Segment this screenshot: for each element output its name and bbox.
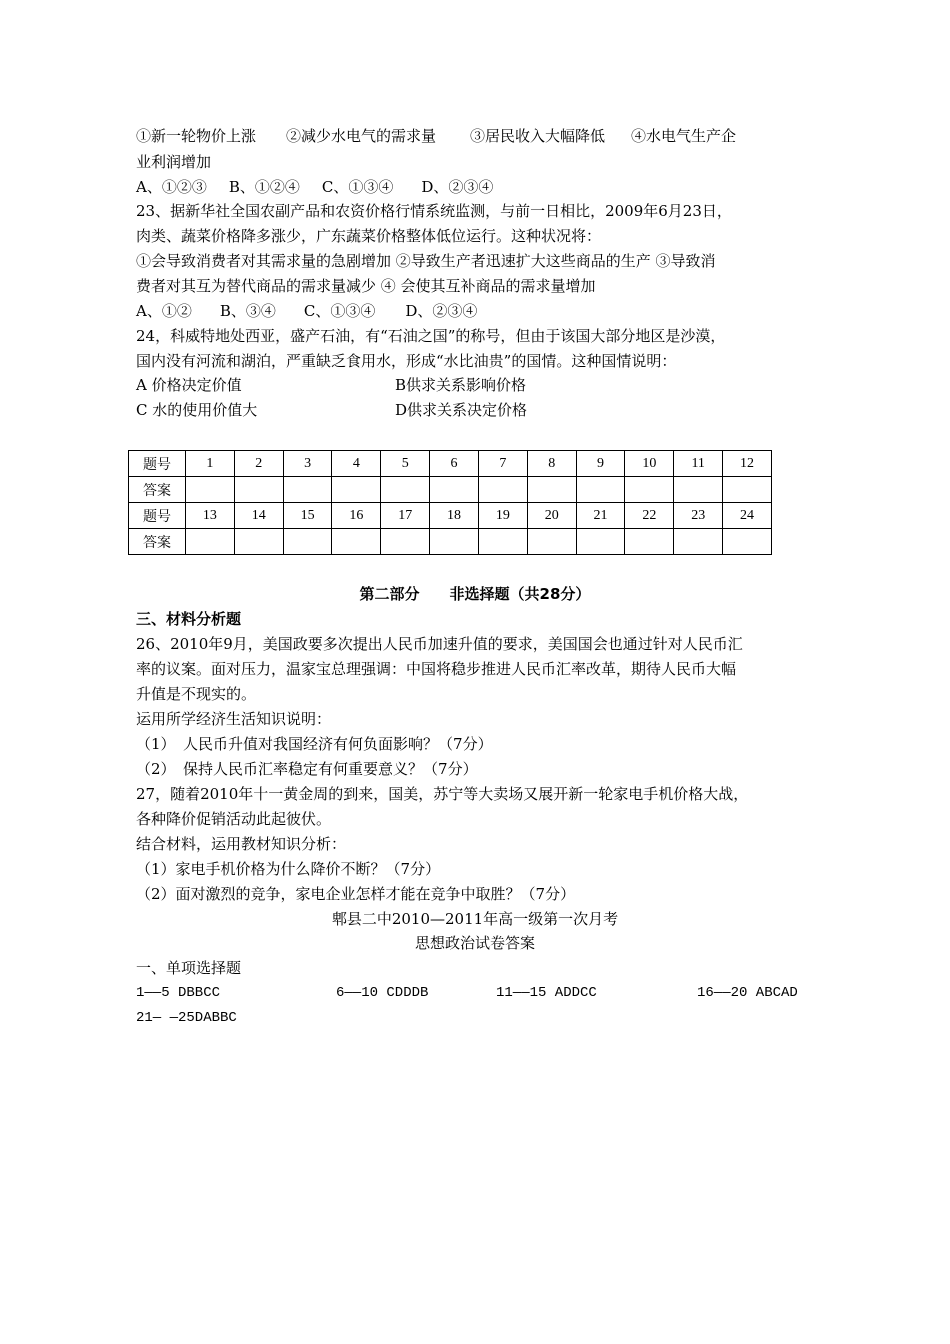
answer-cell[interactable] <box>381 477 430 503</box>
answer-cell[interactable] <box>723 529 772 555</box>
answer-key-subtitle: 思想政治试卷答案 <box>414 934 535 952</box>
answer-key-group-5: 21— —25DABBC <box>136 1010 237 1026</box>
row-label-answer: 答案 <box>129 477 186 503</box>
number-cell: 15 <box>283 503 332 529</box>
q22-choice-b: B、①②④ <box>228 178 300 196</box>
answer-key-group-3: 11——15 ADDCC <box>496 985 597 1001</box>
row-label-answer: 答案 <box>129 529 186 555</box>
answer-key-group-2: 6——10 CDDDB <box>336 985 429 1001</box>
number-cell: 6 <box>430 451 479 477</box>
number-cell: 9 <box>576 451 625 477</box>
answer-cell[interactable] <box>576 529 625 555</box>
q26-prompt: 运用所学经济生活知识说明： <box>136 710 332 728</box>
q23-stem-line1: 23、据新华社全国农副产品和农资价格行情系统监测，与前一日相比，2009年6月23日， <box>136 202 732 220</box>
q23-choice-b: B、③④ <box>219 302 276 320</box>
answer-cell[interactable] <box>283 529 332 555</box>
answer-cell[interactable] <box>283 477 332 503</box>
q26-sub1: （1） 人民币升值对我国经济有何负面影响？（7分） <box>136 735 493 753</box>
answer-cell[interactable] <box>430 477 479 503</box>
q22-option-1: ①新一轮物价上涨 <box>136 127 257 145</box>
number-cell: 10 <box>625 451 674 477</box>
answer-cell[interactable] <box>234 477 283 503</box>
part2-section-heading: 三、材料分析题 <box>136 610 242 628</box>
number-cell: 20 <box>527 503 576 529</box>
answer-key-title: 郫县二中2010—2011年高一级第一次月考 <box>331 910 619 928</box>
answer-cell[interactable] <box>625 529 674 555</box>
q26-line3: 升值是不现实的。 <box>136 685 257 703</box>
answer-cell[interactable] <box>332 529 381 555</box>
q27-line1: 27，随着2010年十一黄金周的到来，国美，苏宁等大卖场又展开新一轮家电手机价格大战， <box>136 785 749 803</box>
number-cell: 18 <box>430 503 479 529</box>
q24-choice-b: B供求关系影响价格 <box>395 376 527 394</box>
q24-choice-a: A 价格决定价值 <box>136 376 242 394</box>
table-row <box>129 477 772 503</box>
answer-cell[interactable] <box>527 477 576 503</box>
part2-title: 第二部分 非选择题（共28分） <box>359 585 591 603</box>
number-cell: 23 <box>674 503 723 529</box>
number-cell: 12 <box>723 451 772 477</box>
row-label-number: 题号 <box>129 503 186 529</box>
q23-choice-d: D、②③④ <box>405 302 478 320</box>
q22-choice-a: A、①②③ <box>136 178 207 196</box>
q23-options-line1: ①会导致消费者对其需求量的急剧增加 ②导致生产者迅速扩大这些商品的生产 ③导致消 <box>136 252 716 270</box>
number-cell: 3 <box>283 451 332 477</box>
answer-cell[interactable] <box>674 529 723 555</box>
number-cell: 16 <box>332 503 381 529</box>
answer-key-group-4: 16——20 ABCAD <box>697 985 798 1001</box>
q22-option-2: ②减少水电气的需求量 <box>286 127 437 145</box>
answer-cell[interactable] <box>186 529 235 555</box>
number-cell: 4 <box>332 451 381 477</box>
q23-choice-a: A、①② <box>136 302 192 320</box>
q24-stem-line2: 国内没有河流和湖泊，严重缺乏食用水，形成“水比油贵”的国情。这种国情说明： <box>136 352 677 370</box>
q24-stem-line1: 24，科威特地处西亚，盛产石油，有“石油之国”的称号，但由于该国大部分地区是沙漠， <box>136 327 726 345</box>
answer-key-section: 一、单项选择题 <box>136 959 242 977</box>
answer-cell[interactable] <box>430 529 479 555</box>
number-cell: 5 <box>381 451 430 477</box>
number-cell: 13 <box>186 503 235 529</box>
number-cell: 7 <box>478 451 527 477</box>
number-cell: 8 <box>527 451 576 477</box>
q23-stem-line2: 肉类、蔬菜价格降多涨少，广东蔬菜价格整体低位运行。这种状况将： <box>136 227 602 245</box>
answer-cell[interactable] <box>527 529 576 555</box>
q27-line2: 各种降价促销活动此起彼伏。 <box>136 810 332 828</box>
answer-cell[interactable] <box>332 477 381 503</box>
number-cell: 1 <box>186 451 235 477</box>
q22-choice-c: C、①③④ <box>321 178 394 196</box>
answer-cell[interactable] <box>234 529 283 555</box>
table-row <box>129 529 772 555</box>
q22-choice-d: D、②③④ <box>421 178 494 196</box>
q27-sub1: （1）家电手机价格为什么降价不断？（7分） <box>136 860 441 878</box>
q23-options-line2: 费者对其互为替代商品的需求量减少 ④ 会使其互补商品的需求量增加 <box>136 277 596 295</box>
answer-cell[interactable] <box>576 477 625 503</box>
answer-cell[interactable] <box>478 529 527 555</box>
answer-cell[interactable] <box>625 477 674 503</box>
number-cell: 21 <box>576 503 625 529</box>
q26-line2: 率的议案。面对压力，温家宝总理强调：中国将稳步推进人民币汇率改革，期待人民币大幅 <box>136 660 737 678</box>
number-cell: 24 <box>723 503 772 529</box>
table-row <box>129 503 772 529</box>
q24-choice-c: C 水的使用价值大 <box>136 401 258 419</box>
number-cell: 19 <box>478 503 527 529</box>
answer-cell[interactable] <box>723 477 772 503</box>
table-row <box>129 451 772 477</box>
answer-cell[interactable] <box>381 529 430 555</box>
q27-sub2: （2）面对激烈的竞争，家电企业怎样才能在竞争中取胜？（7分） <box>136 885 576 903</box>
q23-choice-c: C、①③④ <box>303 302 376 320</box>
number-cell: 22 <box>625 503 674 529</box>
q22-option-4: ④水电气生产企 <box>631 127 737 145</box>
answer-cell[interactable] <box>478 477 527 503</box>
q26-sub2: （2） 保持人民币汇率稳定有何重要意义？（7分） <box>136 760 478 778</box>
number-cell: 11 <box>674 451 723 477</box>
answer-cell[interactable] <box>674 477 723 503</box>
q26-line1: 26、2010年9月，美国政要多次提出人民币加速升值的要求，美国国会也通过针对人民币汇 <box>136 635 743 653</box>
q22-option-3: ③居民收入大幅降低 <box>470 127 606 145</box>
q27-prompt: 结合材料，运用教材知识分析： <box>136 835 347 853</box>
q22-options-line1 <box>136 126 736 146</box>
answer-cell[interactable] <box>186 477 235 503</box>
q22-choices <box>136 177 493 197</box>
answer-key-group-1: 1——5 DBBCC <box>136 985 221 1001</box>
number-cell: 14 <box>234 503 283 529</box>
number-cell: 17 <box>381 503 430 529</box>
q22-options-line2: 业利润增加 <box>136 153 212 171</box>
number-cell: 2 <box>234 451 283 477</box>
q24-choice-d: D供求关系决定价格 <box>395 401 528 419</box>
row-label-number: 题号 <box>129 451 186 477</box>
q23-choices <box>136 301 477 321</box>
answer-grid-table <box>128 450 772 555</box>
